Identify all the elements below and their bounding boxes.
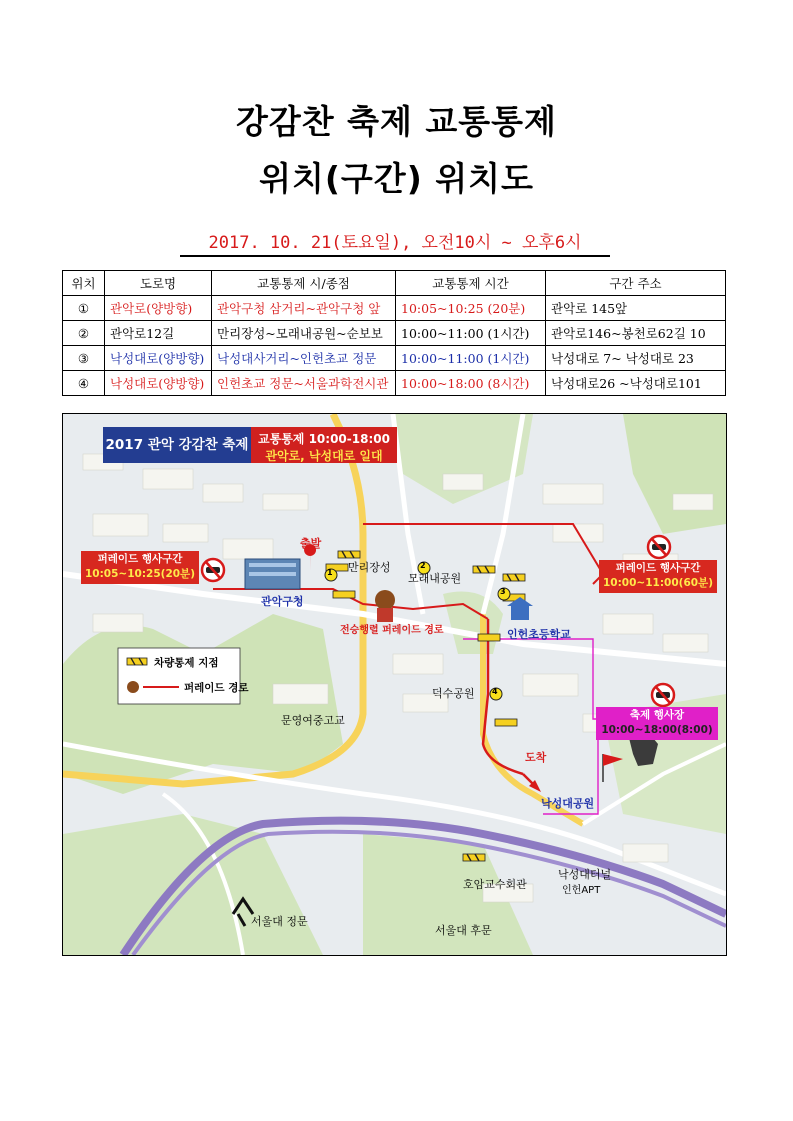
cell-time: 10:05~10:25 (20분) (396, 296, 546, 321)
marker-4: 4 (492, 687, 498, 696)
page-title: 강감찬 축제 교통통제 (236, 102, 557, 141)
marker-1: 1 (327, 568, 333, 577)
snu-main-gate-label: 서울대 정문 (251, 915, 308, 928)
cell-address: 관악로 145앞 (546, 296, 726, 321)
festival-title: 축제 행사장 (629, 709, 685, 721)
location-map (62, 413, 727, 956)
banner-title: 2017 관악 강감찬 축제 (103, 427, 251, 463)
cell-position: ② (63, 321, 105, 346)
naksung-tunnel-label: 낙성대터널 (558, 868, 612, 881)
table-row (63, 346, 726, 371)
table-row (63, 371, 726, 396)
cell-position: ④ (63, 371, 105, 396)
parade-left-title: 퍼레이드 행사구간 (97, 553, 183, 565)
start-label: 출발 (300, 537, 322, 550)
gwanak-office-label: 관악구청 (261, 595, 304, 608)
cell-road: 낙성대로(양방향) (105, 371, 212, 396)
banner-time: 교통통제 10:00-18:00 (258, 432, 390, 446)
manli-label: 만리장성 (348, 561, 391, 574)
cell-section: 인헌초교 정문~서울과학전시관 (212, 371, 396, 396)
header-section: 교통통제 시/종점 (212, 271, 396, 296)
header-time: 교통통제 시간 (396, 271, 546, 296)
cell-address: 낙성대로26 ~낙성대로101 (546, 371, 726, 396)
inheon-apt-label: 인헌APT (562, 885, 601, 896)
legend-route-label: 퍼레이드 경로 (184, 682, 249, 694)
festival-time: 10:00~18:00(8:00) (601, 724, 713, 736)
cell-road: 관악로(양방향) (105, 296, 212, 321)
cell-time: 10:00~11:00 (1시간) (396, 346, 546, 371)
parade-left-time: 10:05~10:25(20분) (85, 568, 195, 580)
inheon-school-label: 인헌초등학교 (507, 628, 571, 641)
marker-2: 2 (420, 561, 426, 570)
page-subtitle: 위치(구간) 위치도 (259, 159, 534, 198)
cell-time: 10:00~11:00 (1시간) (396, 321, 546, 346)
moraenae-label: 모래내공원 (408, 572, 462, 585)
munyoung-label: 문영여중고교 (281, 714, 345, 727)
naksung-park-label: 낙성대공원 (541, 797, 595, 810)
legend-control-label: 차량통제 지점 (154, 657, 219, 669)
arrive-label: 도착 (525, 751, 547, 764)
parade-right-box (599, 560, 717, 593)
banner-area: 관악로, 낙성대로 일대 (265, 449, 383, 463)
header-road: 도로명 (105, 271, 212, 296)
festival-box (596, 707, 718, 740)
parade-route-label: 전승행렬 퍼레이드 경로 (340, 625, 444, 636)
cell-section: 낙성대사거리~인헌초교 정문 (212, 346, 396, 371)
cell-time: 10:00~18:00 (8시간) (396, 371, 546, 396)
event-date: 2017. 10. 21(토요일), 오전10시 ~ 오후6시 (180, 228, 610, 257)
cell-section: 관악구청 삼거리~관악구청 앞 (212, 296, 396, 321)
cell-section: 만리장성~모래내공원~순보보 (212, 321, 396, 346)
cell-road: 낙성대로(양방향) (105, 346, 212, 371)
header-address: 구간 주소 (546, 271, 726, 296)
header-position: 위치 (63, 271, 105, 296)
cell-address: 낙성대로 7~ 낙성대로 23 (546, 346, 726, 371)
parade-right-time: 10:00~11:00(60분) (603, 577, 713, 589)
cell-address: 관악로146~봉천로62길 10 (546, 321, 726, 346)
cell-road: 관악로12길 (105, 321, 212, 346)
traffic-control-table (62, 270, 726, 396)
cell-position: ③ (63, 346, 105, 371)
table-row (63, 321, 726, 346)
table-row (63, 296, 726, 321)
hoam-label: 호암교수회관 (463, 878, 527, 891)
parade-left-box (81, 551, 199, 584)
marker-3: 3 (500, 587, 506, 596)
cell-position: ① (63, 296, 105, 321)
map-background (63, 414, 726, 955)
banner-info (251, 427, 397, 463)
parade-right-title: 퍼레이드 행사구간 (615, 562, 701, 574)
deoksu-label: 덕수공원 (432, 687, 475, 700)
snu-back-gate-label: 서울대 후문 (435, 924, 492, 937)
